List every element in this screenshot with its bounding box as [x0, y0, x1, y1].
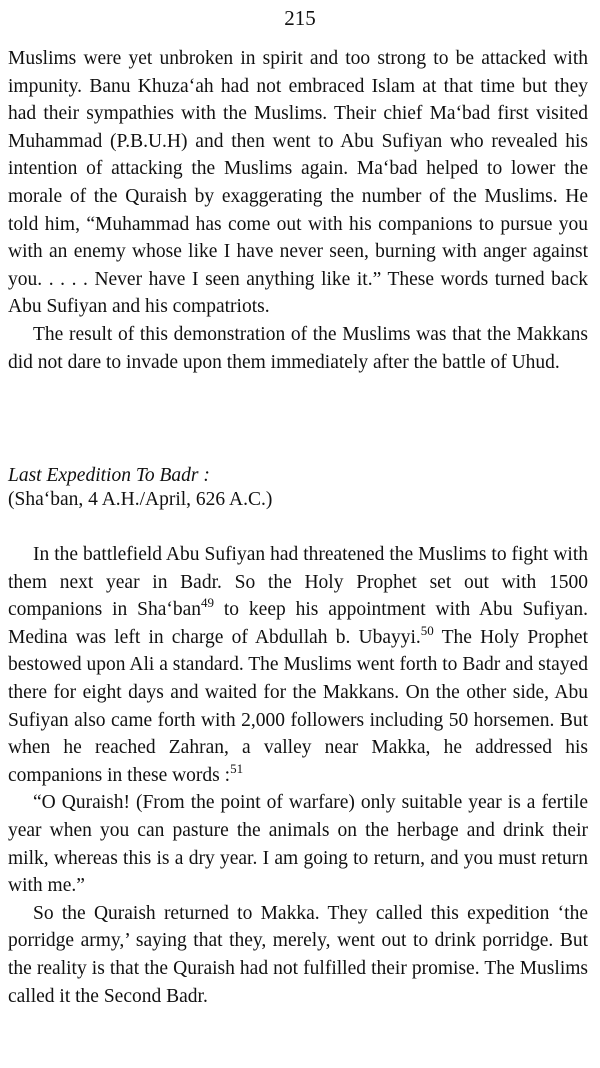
badr-text-1: In the battlefield Abu Sufiyan had threatened the Muslims to fight with them next year in Badr. So the Holy Prophet set out with 1500 companions in Sha‘ban [8, 544, 588, 621]
section-title: Last Expedition To Badr : [8, 465, 210, 486]
page-number: 215 [284, 6, 316, 30]
footnote-ref-50: 50 [420, 622, 434, 638]
paragraph-badr [8, 541, 588, 789]
paragraph-khuzaah: Muslims were yet unbroken in spirit and too strong to be attacked with impunity. Banu Khuza‘ah had not embraced Islam at that time but they had their sympathies with the Muslims. Their chief Ma‘bad first visited Muhammad (P.B.U.H) and then went to Abu Sufiyan who revealed his intention of attacking the Muslims again. Ma‘bad helped to lower the morale of the Quraish by exaggerating the number of the Muslims. He told him, “Muhammad has come out with his companions to pursue you with an enemy whose like I have never seen, burning with anger against you. . . . . Never have I seen anything like it.” These words turned back Abu Sufiyan and his compatriots. [8, 48, 588, 318]
section-heading [8, 464, 588, 512]
footnote-ref-51: 51 [230, 760, 244, 776]
body-text-bottom [8, 541, 588, 1010]
paragraph-result: The result of this demonstration of the Muslims was that the Makkans did not dare to invade upon them immediately after the battle of Uhud. [8, 323, 588, 373]
section-date: (Sha‘ban, 4 A.H./April, 626 A.C.) [8, 489, 273, 510]
paragraph-porridge-army: So the Quraish returned to Makka. They called this expedition ‘the porridge army,’ saying that they, merely, went out to drink porridge. But the reality is that the Quraish had not fulfilled their promise. The Muslims called it the Second Badr. [8, 902, 588, 1007]
body-text-top [8, 45, 588, 376]
badr-text-3: The Holy Prophet bestowed upon Ali a standard. The Muslims went forth to Badr and stayed there for eight days and waited for the Makkans. On the other side, Abu Sufiyan also came forth with 2,000 followers including 50 horsemen. But when he reached Zahran, a valley near Makka, he addressed his companions in these words : [8, 626, 588, 786]
footnote-ref-49: 49 [201, 595, 215, 611]
badr-text-2: to keep his appointment with Abu Sufiyan. Medina was left in charge of Abdullah b. Ubayyi. [8, 599, 588, 648]
paragraph-quote: “O Quraish! (From the point of warfare) only suitable year is a fertile year when you can pasture the animals on the herbage and drink their milk, whereas this is a dry year. I am going to return, and you must return with me.” [8, 792, 588, 897]
